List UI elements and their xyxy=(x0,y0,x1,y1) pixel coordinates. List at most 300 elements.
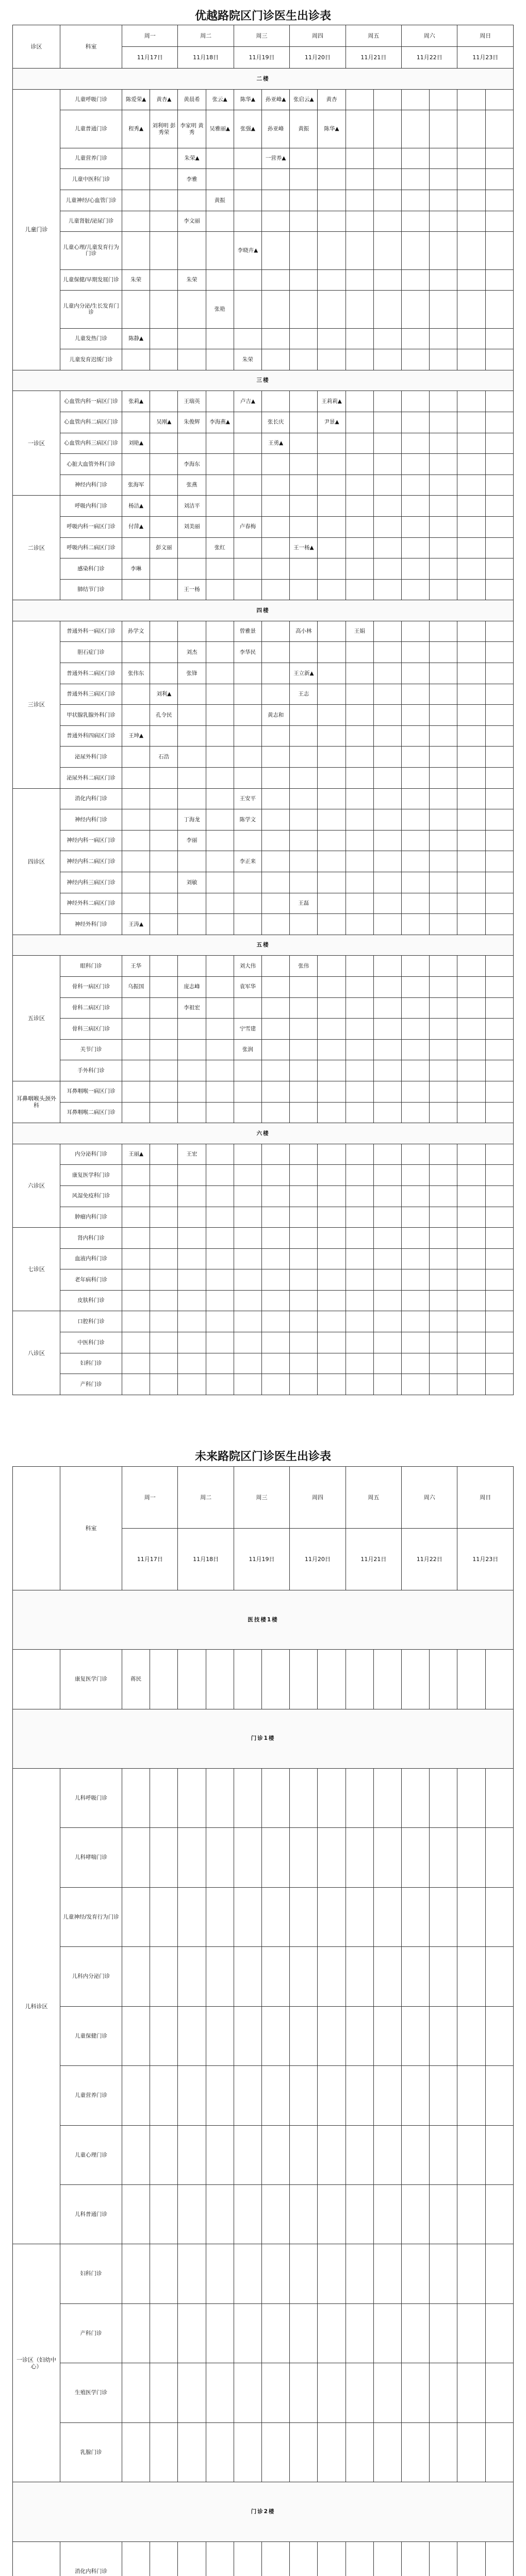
doctor-cell xyxy=(234,2363,261,2422)
doctor-cell xyxy=(430,830,457,851)
doctor-cell xyxy=(346,1947,373,2006)
floor-label: 五楼 xyxy=(13,935,514,956)
header-date: 11月17日 xyxy=(122,1528,178,1590)
doctor-cell xyxy=(262,232,290,269)
doctor-cell xyxy=(373,1165,401,1186)
doctor-cell: 一营养▲ xyxy=(262,148,290,169)
doctor-cell xyxy=(457,1311,485,1332)
doctor-cell xyxy=(290,809,318,831)
doctor-cell xyxy=(206,516,234,537)
doctor-cell xyxy=(318,976,346,997)
doctor-cell xyxy=(346,830,373,851)
doctor-cell xyxy=(206,2006,234,2065)
doctor-cell xyxy=(178,621,206,642)
doctor-cell xyxy=(430,663,457,684)
doctor-cell xyxy=(485,1081,513,1102)
doctor-cell xyxy=(234,2066,261,2125)
doctor-cell xyxy=(373,1290,401,1311)
table-row xyxy=(13,1060,514,1081)
doctor-cell xyxy=(262,2125,290,2184)
doctor-cell xyxy=(373,349,401,370)
doctor-cell xyxy=(290,725,318,747)
doctor-cell xyxy=(206,454,234,475)
doctor-cell xyxy=(318,1290,346,1311)
doctor-cell xyxy=(430,454,457,475)
doctor-cell xyxy=(402,1081,430,1102)
doctor-cell xyxy=(262,725,290,747)
doctor-cell xyxy=(122,1102,150,1123)
doctor-cell xyxy=(430,1887,457,1946)
doctor-cell xyxy=(402,2185,430,2244)
dept-label: 儿童神经/发育行为门诊 xyxy=(60,1887,122,1946)
dept-label: 心血管内科一病区门诊 xyxy=(60,391,122,412)
doctor-cell: 张燕 xyxy=(178,474,206,496)
doctor-cell xyxy=(150,579,178,600)
doctor-cell xyxy=(318,232,346,269)
doctor-cell: 朱荣▲ xyxy=(178,148,206,169)
doctor-cell xyxy=(346,1060,373,1081)
doctor-cell xyxy=(206,1039,234,1060)
doctor-cell xyxy=(485,830,513,851)
table-row xyxy=(13,809,514,831)
doctor-cell xyxy=(150,232,178,269)
doctor-cell xyxy=(262,1019,290,1040)
doctor-cell xyxy=(122,768,150,789)
dept-label: 老年病科门诊 xyxy=(60,1269,122,1291)
doctor-cell xyxy=(262,1828,290,1887)
doctor-cell xyxy=(234,1102,261,1123)
doctor-cell: 丁海龙 xyxy=(178,809,206,831)
table-row xyxy=(13,558,514,580)
doctor-cell xyxy=(234,537,261,558)
doctor-cell xyxy=(206,148,234,169)
doctor-cell xyxy=(150,1185,178,1207)
doctor-cell xyxy=(122,211,150,232)
table-row xyxy=(13,2303,514,2363)
doctor-cell xyxy=(373,2244,401,2303)
doctor-cell xyxy=(430,474,457,496)
doctor-cell xyxy=(430,1311,457,1332)
doctor-cell xyxy=(346,872,373,893)
doctor-cell xyxy=(262,391,290,412)
doctor-cell xyxy=(346,1269,373,1291)
doctor-cell xyxy=(206,1269,234,1291)
doctor-cell xyxy=(318,148,346,169)
doctor-cell xyxy=(290,190,318,211)
doctor-cell xyxy=(150,2422,178,2482)
doctor-cell xyxy=(178,1887,206,1946)
doctor-cell xyxy=(430,1144,457,1165)
doctor-cell xyxy=(234,684,261,705)
doctor-cell xyxy=(373,621,401,642)
doctor-cell: 张红 xyxy=(206,537,234,558)
doctor-cell xyxy=(402,663,430,684)
area-label: 八诊区 xyxy=(13,1311,60,1395)
doctor-cell xyxy=(234,1887,261,1946)
doctor-cell xyxy=(234,663,261,684)
doctor-cell xyxy=(457,148,485,169)
doctor-cell: 李家明 黄秀 xyxy=(178,110,206,148)
doctor-cell xyxy=(122,291,150,328)
doctor-cell xyxy=(206,1828,234,1887)
doctor-cell xyxy=(318,433,346,454)
table-row xyxy=(13,872,514,893)
doctor-cell xyxy=(150,1947,178,2006)
dept-label: 骨科一病区门诊 xyxy=(60,976,122,997)
doctor-cell xyxy=(206,1353,234,1374)
doctor-cell xyxy=(178,788,206,809)
doctor-cell xyxy=(457,914,485,935)
doctor-cell: 王磊 xyxy=(290,893,318,914)
doctor-cell xyxy=(206,893,234,914)
header-day: 周日 xyxy=(457,25,514,47)
doctor-cell xyxy=(234,2244,261,2303)
table-row xyxy=(13,516,514,537)
doctor-cell xyxy=(318,1374,346,1395)
doctor-cell xyxy=(150,1165,178,1186)
doctor-cell xyxy=(262,1332,290,1353)
doctor-cell xyxy=(206,211,234,232)
doctor-cell xyxy=(178,1207,206,1228)
table-row xyxy=(13,537,514,558)
doctor-cell xyxy=(234,2422,261,2482)
doctor-cell xyxy=(430,1060,457,1081)
doctor-cell xyxy=(262,1081,290,1102)
dept-label: 甲状腺乳腺外科门诊 xyxy=(60,705,122,726)
table-row xyxy=(13,1185,514,1207)
floor-row xyxy=(13,600,514,621)
doctor-cell xyxy=(178,1828,206,1887)
doctor-cell xyxy=(122,1332,150,1353)
doctor-cell xyxy=(457,725,485,747)
doctor-cell: 刘利明 彭秀荣 xyxy=(150,110,178,148)
doctor-cell xyxy=(178,190,206,211)
dept-label: 儿科普通门诊 xyxy=(60,2185,122,2244)
table-row xyxy=(13,496,514,517)
doctor-cell xyxy=(346,232,373,269)
doctor-cell xyxy=(373,2066,401,2125)
doctor-cell xyxy=(402,1650,430,1709)
header-date: 11月20日 xyxy=(290,47,346,69)
doctor-cell xyxy=(318,2303,346,2363)
dept-label: 耳鼻咽喉一病区门诊 xyxy=(60,1081,122,1102)
doctor-cell xyxy=(290,148,318,169)
doctor-cell xyxy=(150,328,178,349)
doctor-cell xyxy=(373,169,401,190)
doctor-cell xyxy=(373,328,401,349)
doctor-cell xyxy=(290,2006,318,2065)
dept-label: 普通外科四病区门诊 xyxy=(60,725,122,747)
doctor-cell xyxy=(318,454,346,475)
doctor-cell xyxy=(430,768,457,789)
header-day: 周一 xyxy=(122,25,178,47)
table-row xyxy=(13,663,514,684)
doctor-cell xyxy=(457,2185,485,2244)
doctor-cell xyxy=(430,89,457,110)
table-row xyxy=(13,1332,514,1353)
dept-label: 乳腺门诊 xyxy=(60,2422,122,2482)
doctor-cell xyxy=(485,1650,513,1709)
doctor-cell: 袁军华 xyxy=(234,976,261,997)
dept-label: 肺结节门诊 xyxy=(60,579,122,600)
doctor-cell xyxy=(457,788,485,809)
doctor-cell xyxy=(150,1248,178,1269)
doctor-cell xyxy=(262,1650,290,1709)
dept-label: 呼吸内科二病区门诊 xyxy=(60,537,122,558)
doctor-cell xyxy=(178,2244,206,2303)
doctor-cell: 李华民 xyxy=(234,642,261,663)
doctor-cell xyxy=(373,1947,401,2006)
doctor-cell xyxy=(178,328,206,349)
doctor-cell xyxy=(122,148,150,169)
doctor-cell xyxy=(206,830,234,851)
header-day: 周日 xyxy=(457,1467,514,1529)
doctor-cell xyxy=(373,2006,401,2065)
doctor-cell xyxy=(373,725,401,747)
doctor-cell xyxy=(457,1039,485,1060)
doctor-cell xyxy=(457,893,485,914)
doctor-cell xyxy=(150,788,178,809)
doctor-cell xyxy=(178,1228,206,1249)
doctor-cell: 张长庆 xyxy=(262,412,290,433)
doctor-cell xyxy=(485,1060,513,1081)
doctor-cell xyxy=(318,1039,346,1060)
doctor-cell xyxy=(262,997,290,1019)
doctor-cell xyxy=(234,2303,261,2363)
doctor-cell xyxy=(150,851,178,872)
doctor-cell xyxy=(346,1019,373,1040)
doctor-cell xyxy=(262,621,290,642)
doctor-cell xyxy=(402,1269,430,1291)
doctor-cell xyxy=(485,2066,513,2125)
doctor-cell xyxy=(150,1887,178,1946)
doctor-cell: 黄志和 xyxy=(262,705,290,726)
doctor-cell xyxy=(485,997,513,1019)
header-row xyxy=(13,1467,514,1529)
doctor-cell xyxy=(430,893,457,914)
doctor-cell xyxy=(402,725,430,747)
doctor-cell xyxy=(346,579,373,600)
doctor-cell xyxy=(150,269,178,291)
table-row xyxy=(13,2125,514,2184)
doctor-cell xyxy=(178,1768,206,1827)
doctor-cell xyxy=(206,976,234,997)
doctor-cell xyxy=(178,1165,206,1186)
doctor-cell xyxy=(262,768,290,789)
doctor-cell xyxy=(402,1290,430,1311)
doctor-cell xyxy=(346,537,373,558)
doctor-cell xyxy=(178,558,206,580)
doctor-cell xyxy=(150,291,178,328)
doctor-cell xyxy=(290,558,318,580)
floor-label: 六楼 xyxy=(13,1123,514,1144)
doctor-cell xyxy=(318,1185,346,1207)
doctor-cell xyxy=(206,684,234,705)
doctor-cell: 张润 xyxy=(234,1039,261,1060)
doctor-cell xyxy=(290,747,318,768)
doctor-cell xyxy=(485,642,513,663)
doctor-cell xyxy=(150,474,178,496)
doctor-cell xyxy=(346,893,373,914)
schedule-table xyxy=(12,25,514,1395)
doctor-cell xyxy=(262,1207,290,1228)
doctor-cell xyxy=(262,663,290,684)
doctor-cell xyxy=(290,1019,318,1040)
doctor-cell xyxy=(373,454,401,475)
doctor-cell xyxy=(318,893,346,914)
dept-label: 消化内科门诊 xyxy=(60,2541,122,2576)
doctor-cell xyxy=(206,1332,234,1353)
doctor-cell xyxy=(402,269,430,291)
doctor-cell xyxy=(373,537,401,558)
doctor-cell: 吴刚▲ xyxy=(150,412,178,433)
doctor-cell xyxy=(234,1248,261,1269)
doctor-cell xyxy=(318,211,346,232)
doctor-cell xyxy=(430,872,457,893)
doctor-cell xyxy=(234,830,261,851)
doctor-cell xyxy=(290,1228,318,1249)
doctor-cell: 黄杏▲ xyxy=(150,89,178,110)
doctor-cell xyxy=(318,1947,346,2006)
doctor-cell xyxy=(150,1228,178,1249)
doctor-cell xyxy=(122,232,150,269)
doctor-cell xyxy=(290,1650,318,1709)
doctor-cell xyxy=(402,2541,430,2576)
area-label: 一诊区（妇幼中心） xyxy=(13,2244,60,2482)
doctor-cell xyxy=(150,768,178,789)
doctor-cell xyxy=(150,1768,178,1827)
dept-label: 儿童营养门诊 xyxy=(60,2066,122,2125)
doctor-cell xyxy=(290,1060,318,1081)
doctor-cell xyxy=(485,1311,513,1332)
doctor-cell xyxy=(178,768,206,789)
doctor-cell xyxy=(318,2185,346,2244)
doctor-cell xyxy=(178,1185,206,1207)
doctor-cell xyxy=(373,1039,401,1060)
doctor-cell xyxy=(318,2541,346,2576)
doctor-cell xyxy=(206,269,234,291)
doctor-cell xyxy=(206,872,234,893)
doctor-cell xyxy=(373,747,401,768)
dept-label: 儿童保健门诊 xyxy=(60,2006,122,2065)
doctor-cell xyxy=(318,1311,346,1332)
doctor-cell xyxy=(457,211,485,232)
doctor-cell xyxy=(457,976,485,997)
doctor-cell xyxy=(122,809,150,831)
doctor-cell: 高小林 xyxy=(290,621,318,642)
doctor-cell xyxy=(402,768,430,789)
doctor-cell xyxy=(150,642,178,663)
header-date: 11月19日 xyxy=(234,1528,289,1590)
doctor-cell xyxy=(122,642,150,663)
doctor-cell xyxy=(346,454,373,475)
dept-label: 儿科哮喘门诊 xyxy=(60,1828,122,1887)
doctor-cell xyxy=(262,269,290,291)
doctor-cell xyxy=(485,537,513,558)
doctor-cell xyxy=(150,809,178,831)
doctor-cell xyxy=(373,830,401,851)
doctor-cell xyxy=(373,1185,401,1207)
doctor-cell xyxy=(150,830,178,851)
schedule-table-youyue xyxy=(12,25,514,1395)
doctor-cell xyxy=(318,872,346,893)
doctor-cell xyxy=(430,851,457,872)
doctor-cell xyxy=(457,391,485,412)
table-row xyxy=(13,1081,514,1102)
schedule-table xyxy=(12,1466,514,2576)
doctor-cell xyxy=(402,1332,430,1353)
doctor-cell: 王华 xyxy=(122,956,150,977)
doctor-cell xyxy=(457,747,485,768)
doctor-cell xyxy=(373,642,401,663)
area-label: 三诊区 xyxy=(13,621,60,788)
doctor-cell xyxy=(178,2303,206,2363)
doctor-cell xyxy=(457,190,485,211)
doctor-cell xyxy=(485,1290,513,1311)
doctor-cell xyxy=(373,1332,401,1353)
table-row xyxy=(13,169,514,190)
doctor-cell xyxy=(150,725,178,747)
doctor-cell xyxy=(457,2363,485,2422)
doctor-cell: 杨洁▲ xyxy=(122,496,150,517)
doctor-cell xyxy=(485,474,513,496)
area-label: 四诊区 xyxy=(13,788,60,935)
doctor-cell xyxy=(346,725,373,747)
doctor-cell xyxy=(346,1887,373,1946)
doctor-cell xyxy=(150,621,178,642)
floor-label: 门诊2楼 xyxy=(13,2482,514,2541)
doctor-cell xyxy=(290,2244,318,2303)
doctor-cell xyxy=(178,349,206,370)
doctor-cell xyxy=(122,2066,150,2125)
doctor-cell xyxy=(150,391,178,412)
doctor-cell xyxy=(262,1102,290,1123)
doctor-cell: 黄杏 xyxy=(318,89,346,110)
dept-label: 呼吸内科门诊 xyxy=(60,496,122,517)
doctor-cell xyxy=(402,2422,430,2482)
doctor-cell xyxy=(234,1269,261,1291)
doctor-cell xyxy=(178,1019,206,1040)
doctor-cell xyxy=(318,169,346,190)
doctor-cell: 陈华▲ xyxy=(234,89,261,110)
doctor-cell xyxy=(457,454,485,475)
table-row xyxy=(13,454,514,475)
table-row xyxy=(13,1228,514,1249)
doctor-cell xyxy=(318,1650,346,1709)
doctor-cell xyxy=(346,2185,373,2244)
doctor-cell xyxy=(150,2541,178,2576)
dept-label: 眼科门诊 xyxy=(60,956,122,977)
doctor-cell xyxy=(234,705,261,726)
doctor-cell xyxy=(290,232,318,269)
doctor-cell xyxy=(206,1768,234,1827)
doctor-cell xyxy=(430,1353,457,1374)
doctor-cell xyxy=(430,642,457,663)
doctor-cell xyxy=(234,768,261,789)
doctor-cell xyxy=(346,2422,373,2482)
table-row xyxy=(13,1311,514,1332)
doctor-cell xyxy=(402,558,430,580)
doctor-cell xyxy=(318,269,346,291)
doctor-cell xyxy=(290,1039,318,1060)
doctor-cell xyxy=(457,851,485,872)
doctor-cell xyxy=(402,1102,430,1123)
doctor-cell xyxy=(373,474,401,496)
doctor-cell xyxy=(485,747,513,768)
doctor-cell xyxy=(150,211,178,232)
table-row xyxy=(13,768,514,789)
doctor-cell xyxy=(346,412,373,433)
